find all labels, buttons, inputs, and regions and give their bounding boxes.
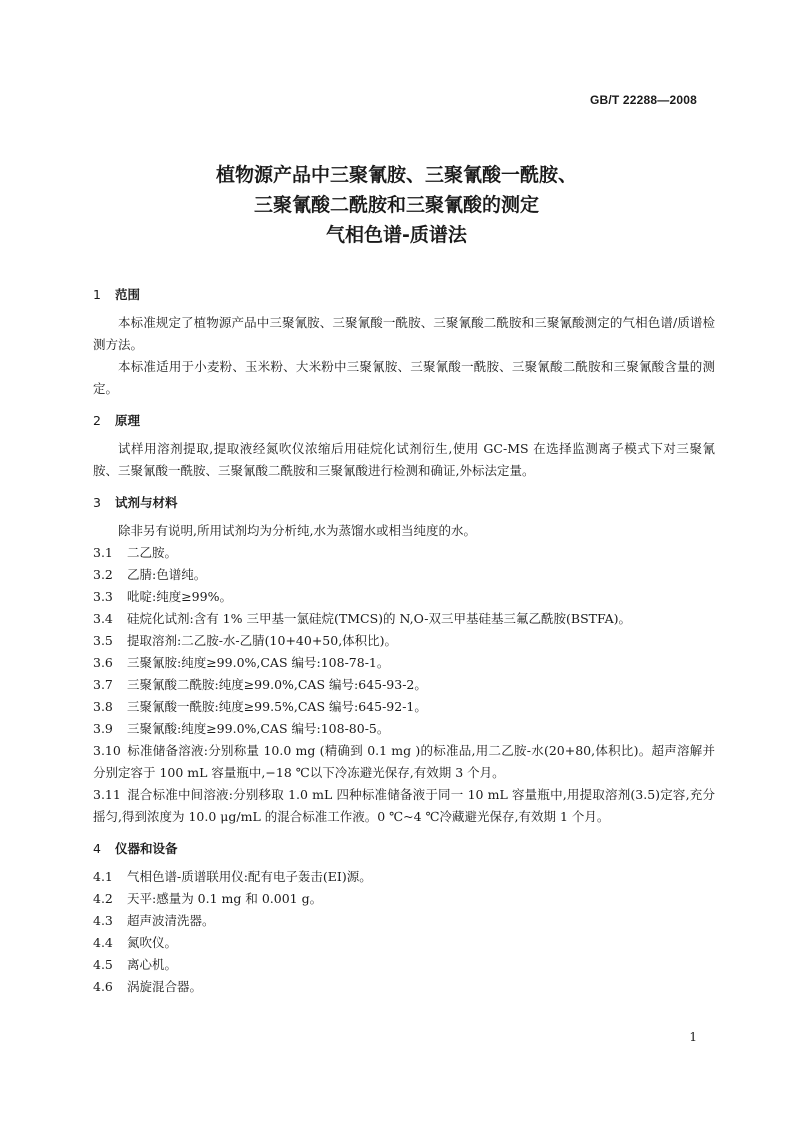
list-item: 4.4 氮吹仪。 bbox=[93, 935, 178, 950]
section-title: 范围 bbox=[115, 287, 141, 302]
page-number: 1 bbox=[689, 1030, 697, 1044]
list-item: 4.1 气相色谱-质谱联用仪:配有电子轰击(EI)源。 bbox=[93, 869, 372, 884]
section-2-heading bbox=[93, 410, 715, 432]
list-item: 4.5 离心机。 bbox=[93, 957, 178, 972]
list-item: 3.10 标准储备溶液:分别称量 10.0 mg (精确到 0.1 mg )的标准品,用二乙胺-水(20+80,体积比)。超声溶解并分别定容于 100 mL 容量瓶中,−18 ℃以下冷冻避光保存,有效期 3 个月。 bbox=[93, 743, 715, 780]
section-1-paragraph-1: 本标准规定了植物源产品中三聚氰胺、三聚氰酸一酰胺、三聚氰酸二酰胺和三聚氰酸测定的气相色谱/质谱检测方法。 bbox=[93, 315, 715, 352]
list-item: 4.6 涡旋混合器。 bbox=[93, 979, 203, 994]
list-item: 3.4 硅烷化试剂:含有 1% 三甲基一氯硅烷(TMCS)的 N,O-双三甲基硅基三氟乙酰胺(BSTFA)。 bbox=[93, 611, 631, 626]
section-title: 原理 bbox=[115, 413, 141, 428]
section-number: 1 bbox=[93, 287, 101, 302]
list-item: 3.5 提取溶剂:二乙胺-水-乙腈(10+40+50,体积比)。 bbox=[93, 633, 398, 648]
list-item: 3.6 三聚氰胺:纯度≥99.0%,CAS 编号:108-78-1。 bbox=[93, 655, 390, 670]
section-title: 试剂与材料 bbox=[115, 495, 178, 510]
section-number: 4 bbox=[93, 841, 101, 856]
title-line-2: 三聚氰酸二酰胺和三聚氰酸的测定 bbox=[253, 194, 539, 216]
section-3-intro: 除非另有说明,所用试剂均为分析纯,水为蒸馏水或相当纯度的水。 bbox=[118, 523, 476, 538]
title-line-1: 植物源产品中三聚氰胺、三聚氰酸一酰胺、 bbox=[215, 164, 577, 186]
list-item: 4.3 超声波清洗器。 bbox=[93, 913, 215, 928]
section-3-heading bbox=[93, 492, 715, 514]
section-number: 2 bbox=[93, 413, 101, 428]
list-item: 3.2 乙腈:色谱纯。 bbox=[93, 567, 207, 582]
section-title: 仪器和设备 bbox=[115, 841, 178, 856]
list-item: 3.9 三聚氰酸:纯度≥99.0%,CAS 编号:108-80-5。 bbox=[93, 721, 390, 736]
standard-code: GB/T 22288—2008 bbox=[589, 93, 697, 107]
title-line-3: 气相色谱-质谱法 bbox=[326, 224, 467, 246]
list-item: 3.1 二乙胺。 bbox=[93, 545, 178, 560]
list-item: 4.2 天平:感量为 0.1 mg 和 0.001 g。 bbox=[93, 891, 323, 906]
document-body bbox=[93, 284, 715, 998]
section-2-paragraph-1: 试样用溶剂提取,提取液经氮吹仪浓缩后用硅烷化试剂衍生,使用 GC-MS 在选择监测离子模式下对三聚氰胺、三聚氰酸一酰胺、三聚氰酸二酰胺和三聚氰酸进行检测和确证,外标法定量。 bbox=[93, 441, 715, 478]
document-title bbox=[0, 160, 793, 250]
section-1-heading bbox=[93, 284, 715, 306]
list-item: 3.7 三聚氰酸二酰胺:纯度≥99.0%,CAS 编号:645-93-2。 bbox=[93, 677, 427, 692]
list-item: 3.8 三聚氰酸一酰胺:纯度≥99.5%,CAS 编号:645-92-1。 bbox=[93, 699, 427, 714]
section-1-paragraph-2: 本标准适用于小麦粉、玉米粉、大米粉中三聚氰胺、三聚氰酸一酰胺、三聚氰酸二酰胺和三聚氰酸含量的测定。 bbox=[93, 359, 715, 396]
section-number: 3 bbox=[93, 495, 101, 510]
section-4-heading bbox=[93, 838, 715, 860]
list-item: 3.3 吡啶:纯度≥99%。 bbox=[93, 589, 232, 604]
list-item: 3.11 混合标准中间溶液:分别移取 1.0 mL 四种标准储备液于同一 10 mL 容量瓶中,用提取溶剂(3.5)定容,充分摇匀,得到浓度为 10.0 μg/mL 的混合标准工作液。0 ℃~4 ℃冷藏避光保存,有效期 1 个月。 bbox=[93, 787, 715, 824]
